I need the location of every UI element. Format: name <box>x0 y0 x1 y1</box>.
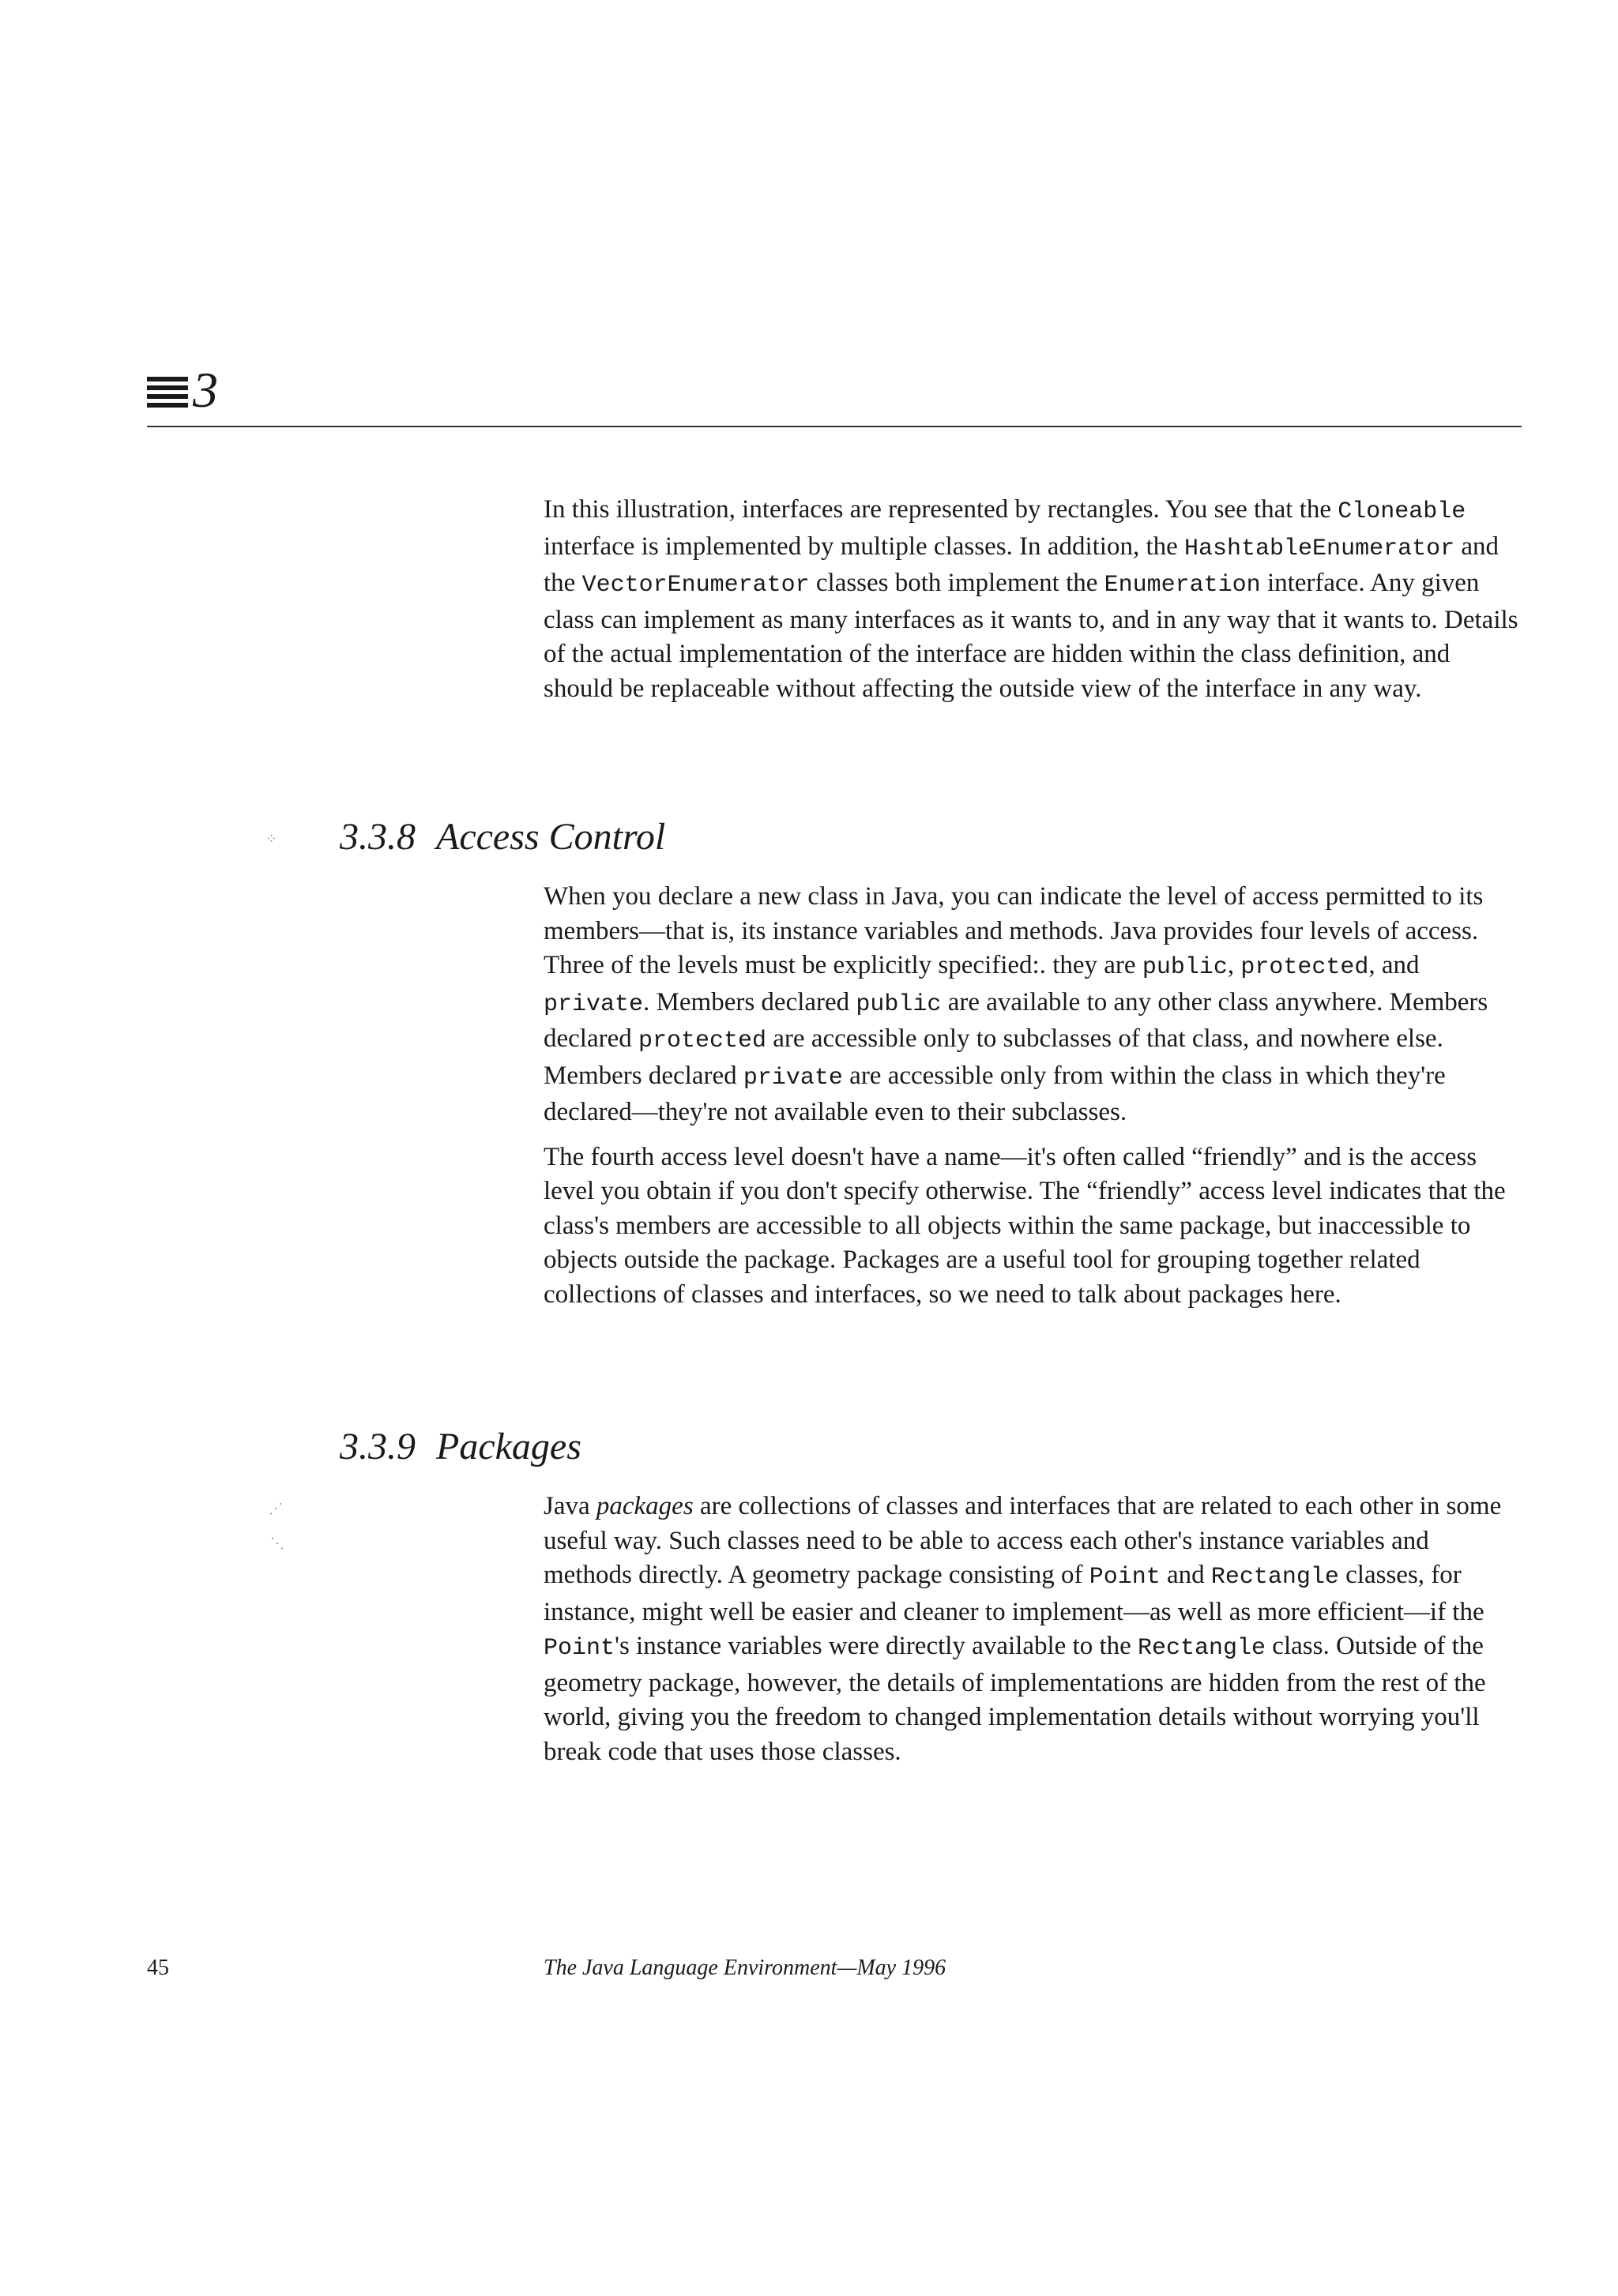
text-run: are collections of classes and interfaces that are related to each other in some useful way. Such classes need to be able to access each other's instance variables and methods directly. A geometry package consisting of <box>544 1492 1502 1589</box>
text-run: are accessible only from within the class in which they're declared—they're not available even to their subclasses. <box>544 1061 1446 1126</box>
text-run: and <box>1160 1561 1211 1589</box>
text-run: interface. Any given class can implement as many interfaces as it wants to, and in any way that it wants to. Details of the actual implementation of the interface are hidden within the class definition, and should be replaceable without affecting the outside view of the interface in any way. <box>544 569 1518 703</box>
chapter-number: 3 <box>193 362 218 418</box>
text-run: classes both implement the <box>809 569 1104 597</box>
code-term: Enumeration <box>1104 572 1261 599</box>
chapter-header <box>147 362 218 418</box>
text-run: The fourth access level doesn't have a name—it's often called “friendly” and is the access level you obtain if you don't specify otherwise. The “friendly” access level indicates that the class's members are accessible to all objects within the same package, but inaccessible to objects outside the package. Packages are a useful tool for grouping together related collections of classes and interfaces, so we need to talk about packages here. <box>544 1142 1506 1309</box>
footer-title: The Java Language Environment—May 1996 <box>544 1956 946 1980</box>
code-term: private <box>743 1064 843 1092</box>
text-run: When you declare a new class in Java, you can indicate the level of access permitted to its members—that is, its instance variables and methods. Java provides four levels of access. Three of the levels must be explicitly specified:. they are <box>544 882 1484 979</box>
code-term: Cloneable <box>1338 498 1466 525</box>
paragraph <box>544 1140 1523 1313</box>
text-run: 's instance variables were directly available to the <box>615 1632 1138 1660</box>
code-term: VectorEnumerator <box>581 572 810 599</box>
scan-speck: ⋰ <box>269 1501 283 1516</box>
code-term: public <box>1142 954 1228 981</box>
paragraph <box>544 880 1523 1130</box>
section-title: Access Control <box>436 816 666 858</box>
text-run: are accessible only to subclasses of that class, and nowhere else. Members declared <box>544 1024 1443 1090</box>
packages-body <box>544 1490 1523 1769</box>
text-run: In this illustration, interfaces are represented by rectangles. You see that the <box>544 495 1338 524</box>
code-term: HashtableEnumerator <box>1184 535 1455 562</box>
text-run: , <box>1227 951 1241 979</box>
text-run: Java <box>544 1492 596 1520</box>
paragraph <box>544 1490 1523 1769</box>
code-term: private <box>544 990 644 1018</box>
scan-speck: ⁘ <box>265 831 278 847</box>
text-run: and the <box>544 532 1499 597</box>
text-run: are available to any other class anywhere. Members declared <box>544 987 1488 1053</box>
text-run: classes, for instance, might well be easier and cleaner to implement—as well as more efficient—if the <box>544 1561 1484 1626</box>
page-number: 45 <box>147 1956 169 1980</box>
paragraph <box>544 493 1523 706</box>
text-run: class. Outside of the geometry package, however, the details of implementations are hidden from the rest of the world, giving you the freedom to changed implementation details without worrying you'll break code that uses those classes. <box>544 1632 1486 1766</box>
section-title: Packages <box>436 1426 581 1467</box>
emphasis-term: packages <box>596 1492 694 1520</box>
intro-section <box>544 493 1523 706</box>
access-control-body <box>544 880 1523 1312</box>
code-term: Point <box>1089 1564 1161 1591</box>
chapter-bars-icon <box>147 377 188 408</box>
code-term: Rectangle <box>1210 1564 1339 1591</box>
section-number: 3.3.9 <box>340 1426 416 1467</box>
text-run: interface is implemented by multiple classes. In addition, the <box>544 532 1185 561</box>
section-heading-packages <box>340 1428 581 1466</box>
section-number: 3.3.8 <box>340 816 416 858</box>
text-run: . Members declared <box>643 987 856 1016</box>
code-term: public <box>856 990 942 1018</box>
text-run: , and <box>1368 951 1420 979</box>
code-term: Point <box>544 1635 615 1662</box>
code-term: protected <box>638 1028 767 1054</box>
scan-speck: ⋱ <box>270 1535 284 1551</box>
section-heading-access-control <box>340 818 665 856</box>
code-term: Rectangle <box>1138 1635 1266 1662</box>
code-term: protected <box>1240 954 1369 981</box>
header-rule <box>147 426 1522 427</box>
